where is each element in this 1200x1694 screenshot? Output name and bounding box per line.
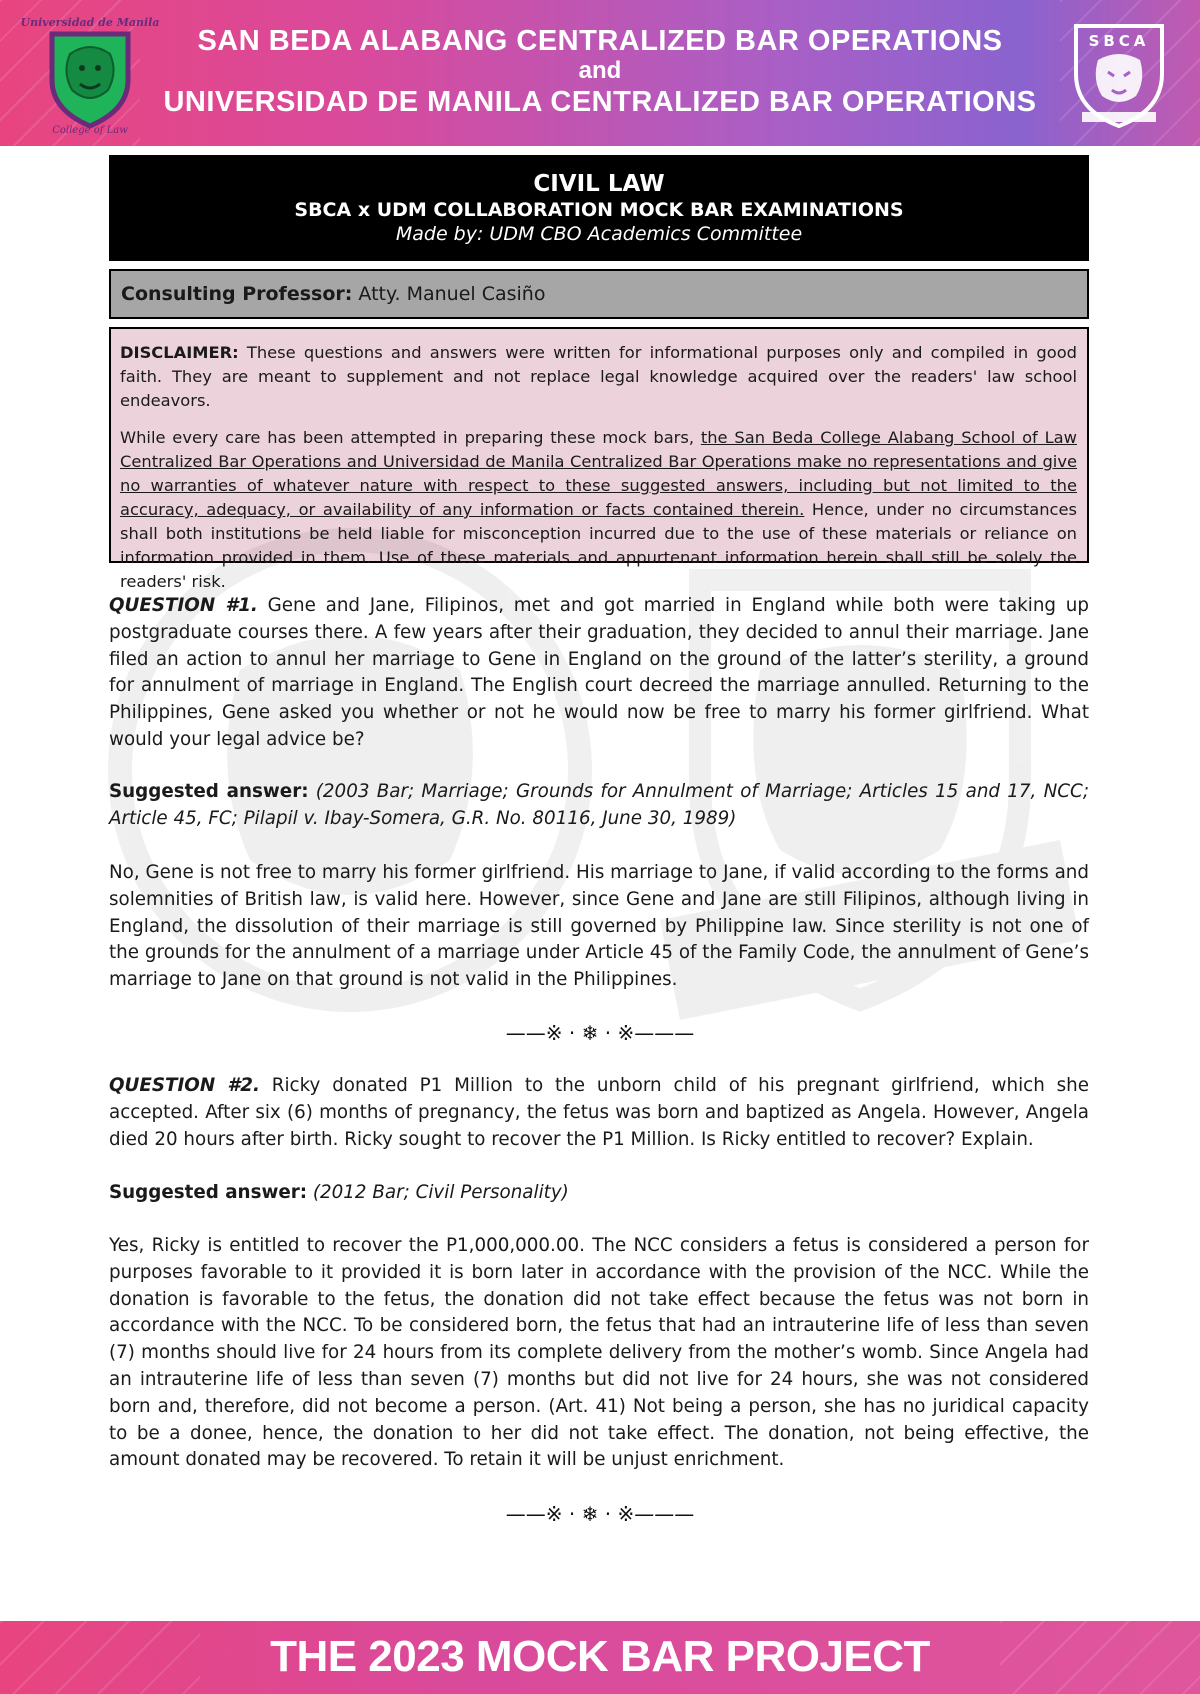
question-2-answer: Yes, Ricky is entitled to recover the P1,000,000.00. The NCC considers a fetus is considered a person for purposes favorable to it provided it is born later in accordance with the provision of the NCC. While the donation is favorable to the fetus, the donation did not take effect because the fetus was not born in accordance with the NCC. To be considered born, the fetus that had an intrauterine life of less than seven (7) months should live for 24 hours from its complete delivery from the mother’s womb. Since Angela had an intrauterine life of less than seven (7) months but did not live for 24 hours, she was not considered born and, therefore, did not become a person. (Art. 41) Not being a person, she has no juridical capacity to be a donee, hence, the donation to her did not take effect. The donation, not being effective, the amount donated may be recovered. To retain it will be unjust enrichment. — [109, 1235, 1089, 1471]
page-footer — [0, 1621, 1200, 1694]
question-1-answer-label: Suggested answer: — [109, 781, 309, 802]
logo-bottom-text: College of Law — [52, 125, 128, 136]
question-2-answer-ref: (2012 Bar; Civil Personality) — [307, 1182, 569, 1203]
logo-arc-text: Universidad de Manila — [20, 16, 160, 29]
sbca-logo — [1068, 12, 1170, 134]
consulting-professor-box — [109, 269, 1089, 319]
title-box — [109, 155, 1089, 261]
subject-title: CIVIL LAW — [533, 171, 665, 197]
disclaimer-text-2-underlined: the San Beda College Alabang School of Law Centralized Bar Operations and Universidad de Manila Centralized Bar Operations make no representations and give no warranties of whatever nature with respect to these suggested answers, including but not limited to the accuracy, adequacy, or availability of any information or facts contained therein. — [120, 428, 1077, 519]
disclaimer-paragraph-1 — [120, 341, 1077, 413]
question-2-label: QUESTION #2. — [109, 1075, 260, 1096]
question-2-answer-label: Suggested answer: — [109, 1182, 308, 1203]
question-2 — [109, 1073, 1089, 1153]
professor-label: Consulting Professor: — [121, 283, 353, 305]
question-1-label: QUESTION #1. — [109, 595, 258, 616]
page-header — [0, 0, 1200, 146]
header-title — [130, 24, 1070, 120]
disclaimer-text-2-start: While every care has been attempted in preparing these mock bars, — [120, 428, 701, 447]
question-1 — [109, 593, 1089, 754]
disclaimer-label: DISCLAIMER: — [120, 343, 239, 362]
professor-name: Atty. Manuel Casiño — [352, 283, 546, 305]
section-divider-2: ——※ · ❄ · ※——— — [505, 1502, 695, 1526]
header-line-2: and — [578, 57, 622, 84]
header-line-3: UNIVERSIDAD DE MANILA CENTRALIZED BAR OPERATIONS — [163, 86, 1037, 118]
question-2-answer-reference — [109, 1180, 1089, 1207]
footer-title: THE 2023 MOCK BAR PROJECT — [270, 1632, 930, 1681]
disclaimer-text-1: These questions and answers were written for informational purposes only and compiled in good faith. They are meant to supplement and not replace legal knowledge acquired over the readers' law school endeavors. — [120, 343, 1077, 410]
made-by: Made by: UDM CBO Academics Committee — [395, 223, 803, 245]
disclaimer-text-2-end: Hence, under no circumstances shall both institutions be held liable for misconception incurred due to the use of these materials or reliance on information provided in them. Use of these materials and appurtenant information herein shall still be solely the readers' risk. — [120, 500, 1077, 591]
sbca-logo-text: SBCA — [1088, 32, 1150, 50]
question-2-text: Ricky donated P1 Million to the unborn child of his pregnant girlfriend, which she accepted. After six (6) months of pregnancy, the fetus was born and baptized as Angela. However, Angela died 20 hours after birth. Ricky sought to recover the P1 Million. Is Ricky entitled to recover? Explain. — [109, 1075, 1089, 1150]
question-1-answer: No, Gene is not free to marry his former girlfriend. His marriage to Jane, if valid according to the forms and solemnities of British law, is valid here. However, since Gene and Jane are still Filipinos, although living in England, the dissolution of their marriage is still governed by Philippine law. Since sterility is not one of the grounds for the annulment of a marriage under Article 45 of the Family Code, the annulment of Gene’s marriage to Jane on that ground is not valid in the Philippines. — [109, 862, 1089, 991]
question-1-text: Gene and Jane, Filipinos, met and got married in England while both were taking up postgraduate courses there. A few years after their graduation, they decided to annul their marriage. Jane filed an action to annul her marriage to Gene in England on the ground of the latter’s sterility, a ground for annulment of marriage in England. The English court decreed the marriage annulled. Returning to the Philippines, Gene asked you whether or not he would now be free to marry his former girlfriend. What would your legal advice be? — [109, 595, 1089, 750]
header-line-1: SAN BEDA ALABANG CENTRALIZED BAR OPERATIONS — [197, 25, 1003, 57]
exam-subtitle: SBCA x UDM COLLABORATION MOCK BAR EXAMINATIONS — [294, 199, 904, 221]
question-1-answer-ref: (2003 Bar; Marriage; Grounds for Annulment of Marriage; Articles 15 and 17, NCC; Article 45, FC; Pilapil v. Ibay-Somera, G.R. No. 80116, June 30, 1989) — [109, 781, 1089, 829]
question-1-answer-reference — [109, 779, 1089, 833]
section-divider-1: ——※ · ❄ · ※——— — [505, 1021, 695, 1045]
